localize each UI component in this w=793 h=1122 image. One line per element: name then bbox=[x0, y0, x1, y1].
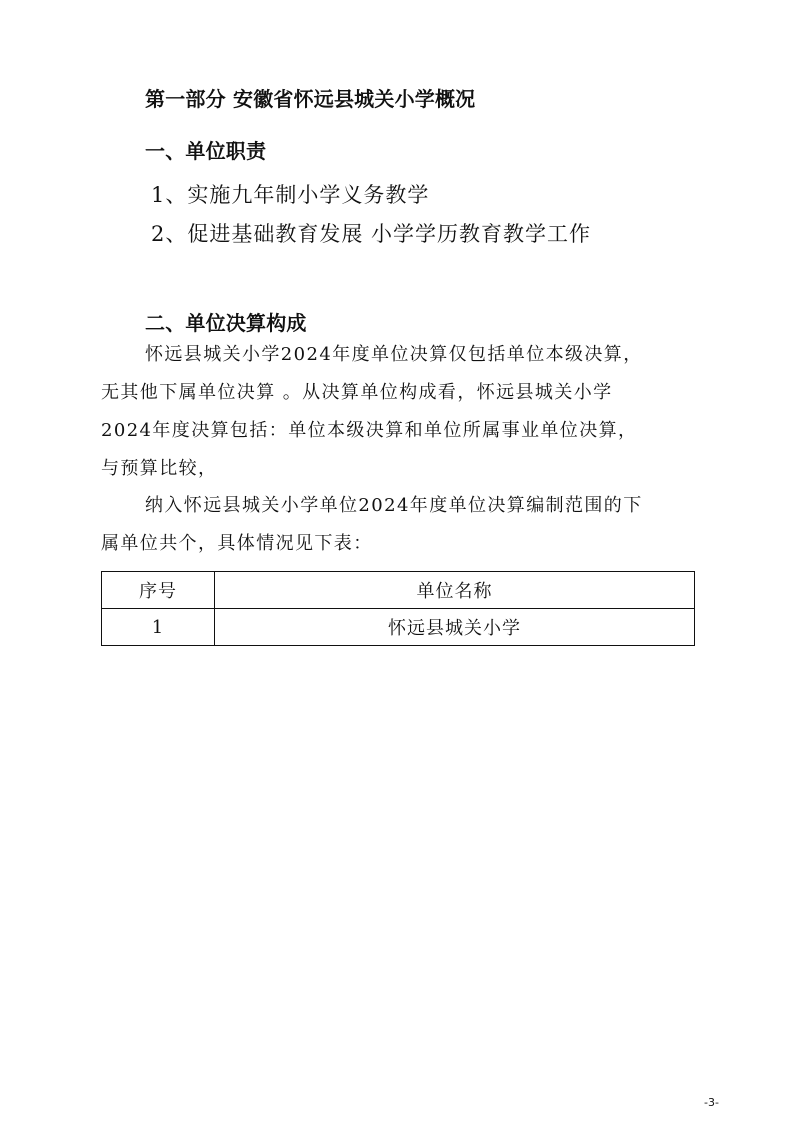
table-cell-seq: 1 bbox=[102, 609, 215, 646]
body-paragraph-line: 与预算比较， bbox=[101, 458, 218, 479]
section-heading-composition: 二、单位决算构成 bbox=[145, 311, 307, 335]
table-cell-name: 怀远县城关小学 bbox=[215, 609, 695, 646]
column-header-seq: 序号 bbox=[102, 572, 215, 609]
body-paragraph-line: 怀远县城关小学2024年度单位决算仅包括单位本级决算， bbox=[145, 344, 643, 365]
table-row bbox=[102, 609, 695, 646]
column-header-name: 单位名称 bbox=[215, 572, 695, 609]
body-paragraph-line: 属单位共个，具体情况见下表： bbox=[101, 533, 373, 554]
table-header-row bbox=[102, 572, 695, 609]
body-paragraph-line: 纳入怀远县城关小学单位2024年度单位决算编制范围的下 bbox=[145, 495, 643, 516]
duty-item: 1、实施九年制小学义务教学 bbox=[151, 183, 430, 207]
part-title: 第一部分 安徽省怀远县城关小学概况 bbox=[145, 87, 476, 111]
unit-table bbox=[101, 571, 695, 646]
page-number: -3- bbox=[704, 1096, 719, 1109]
duty-item: 2、促进基础教育发展 小学学历教育教学工作 bbox=[151, 222, 592, 246]
body-paragraph-line: 无其他下属单位决算 。从决算单位构成看，怀远县城关小学 bbox=[101, 382, 613, 403]
body-paragraph-line: 2024年度决算包括：单位本级决算和单位所属事业单位决算， bbox=[101, 420, 638, 441]
section-heading-duties: 一、单位职责 bbox=[145, 139, 267, 163]
